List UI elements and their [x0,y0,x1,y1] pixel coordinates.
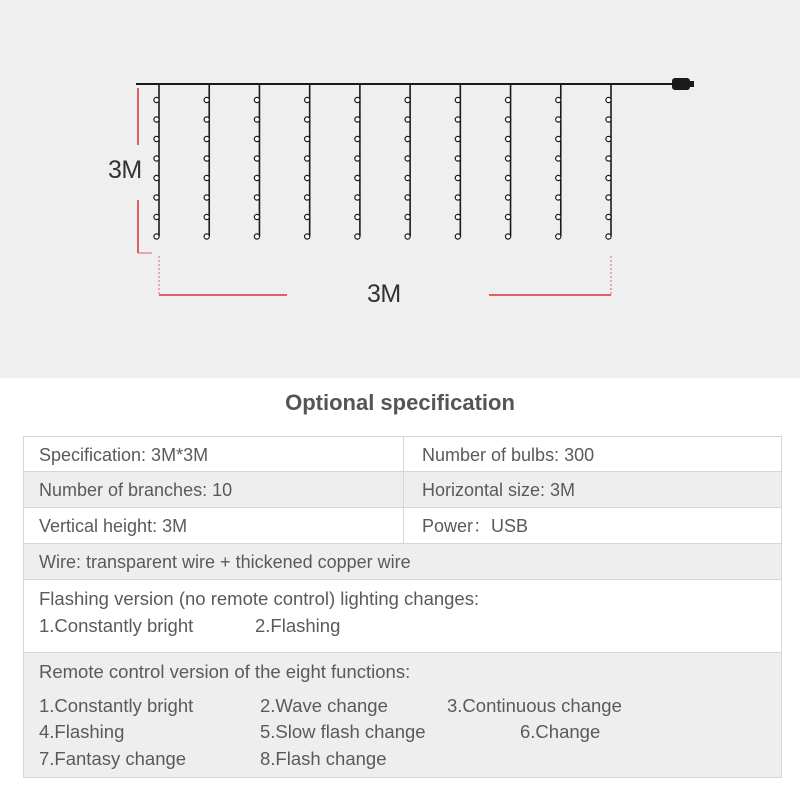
spec-bulbs: Number of bulbs: 300 [422,445,595,465]
bulb [405,214,410,219]
usb-plug [672,78,690,90]
bulb [204,136,209,141]
bulb [305,214,310,219]
bulb [505,97,510,102]
bulb [606,214,611,219]
width-label: 3M [367,280,401,308]
remote-section [23,653,782,778]
bulb [355,214,360,219]
bulb [505,117,510,122]
curtain-light-illustration [0,0,800,378]
bulb [606,136,611,141]
bulb [405,136,410,141]
bulb [254,195,259,200]
bulb [204,234,209,239]
bulb [254,97,259,102]
flashing-mode: 1.Constantly bright [39,615,194,636]
remote-mode: 8.Flash change [260,748,387,769]
table-row [23,472,782,508]
flashing-mode: 2.Flashing [255,615,341,636]
bulb [505,214,510,219]
light-branch [505,84,510,239]
bulb [154,117,159,122]
bulb [405,234,410,239]
bulb [405,97,410,102]
bulb [154,156,159,161]
bulb [606,97,611,102]
bulb [455,117,460,122]
bulb [606,195,611,200]
bulb [556,175,561,180]
bulb [254,156,259,161]
bulb [355,136,360,141]
light-branch [254,84,259,239]
bulb [556,214,561,219]
light-branch [204,84,209,239]
height-label: 3M [108,156,142,184]
bulb [405,175,410,180]
spec-specification: Specification: 3M*3M [39,445,209,465]
bulb [455,195,460,200]
bulb [455,97,460,102]
table-row [23,436,782,472]
remote-mode: 5.Slow flash change [260,721,426,742]
bulb [254,234,259,239]
light-branch [154,84,159,239]
bulb [154,97,159,102]
light-branch [556,84,561,239]
bulb [254,136,259,141]
bulb [505,175,510,180]
bulb [556,117,561,122]
light-branch [606,84,611,239]
bulb [556,136,561,141]
bulb [355,97,360,102]
bulb [606,117,611,122]
remote-mode: 2.Wave change [260,695,388,716]
spec-power: Power：USB [422,516,529,536]
remote-mode: 6.Change [520,721,601,742]
bulb [305,117,310,122]
bulb [405,195,410,200]
table-row [23,508,782,544]
bulb [305,136,310,141]
remote-mode: 4.Flashing [39,721,125,742]
bulb [355,175,360,180]
bulb [405,156,410,161]
remote-mode: 1.Constantly bright [39,695,194,716]
spec-horizontal: Horizontal size: 3M [422,480,576,500]
bulb [254,117,259,122]
bulb [305,175,310,180]
curtain-light-diagram [0,0,800,378]
bulb [455,156,460,161]
bulb [455,214,460,219]
light-branch [355,84,360,239]
bulb [455,234,460,239]
bulb [455,136,460,141]
spec-vertical: Vertical height: 3M [39,516,188,536]
bulb [455,175,460,180]
flashing-section [23,580,782,653]
light-branch [405,84,410,239]
bulb [355,195,360,200]
light-branch [455,84,460,239]
remote-mode: 7.Fantasy change [39,748,187,769]
bulb [254,175,259,180]
bulb [305,234,310,239]
remote-mode: 3.Continuous change [447,695,622,716]
bulb [305,156,310,161]
usb-plug-tip [688,81,694,87]
bulb [305,97,310,102]
bulb [154,195,159,200]
bulb [556,234,561,239]
spec-table [23,436,782,778]
bulb [204,195,209,200]
section-title: Optional specification [285,390,515,415]
bulb [606,234,611,239]
bulb [154,234,159,239]
bulb [505,156,510,161]
bulb [355,156,360,161]
spec-branches: Number of branches: 10 [39,480,233,500]
bulb [556,195,561,200]
bulb [606,156,611,161]
light-branches [154,84,611,239]
bulb [154,214,159,219]
bulb [556,156,561,161]
bulb [505,136,510,141]
bulb [154,136,159,141]
flashing-heading: Flashing version (no remote control) lighting changes: [39,588,480,609]
bulb [606,175,611,180]
bulb [204,156,209,161]
bulb [254,214,259,219]
bulb [556,97,561,102]
bulb [305,195,310,200]
bulb [355,234,360,239]
bulb [355,117,360,122]
table-row [23,544,782,580]
bulb [505,195,510,200]
bulb [405,117,410,122]
bulb [204,214,209,219]
spec-wire: Wire: transparent wire + thickened copper wire [39,552,411,572]
bulb [154,175,159,180]
light-branch [305,84,310,239]
bulb [204,97,209,102]
bulb [204,175,209,180]
bulb [505,234,510,239]
bulb [204,117,209,122]
remote-heading: Remote control version of the eight functions: [39,661,411,682]
